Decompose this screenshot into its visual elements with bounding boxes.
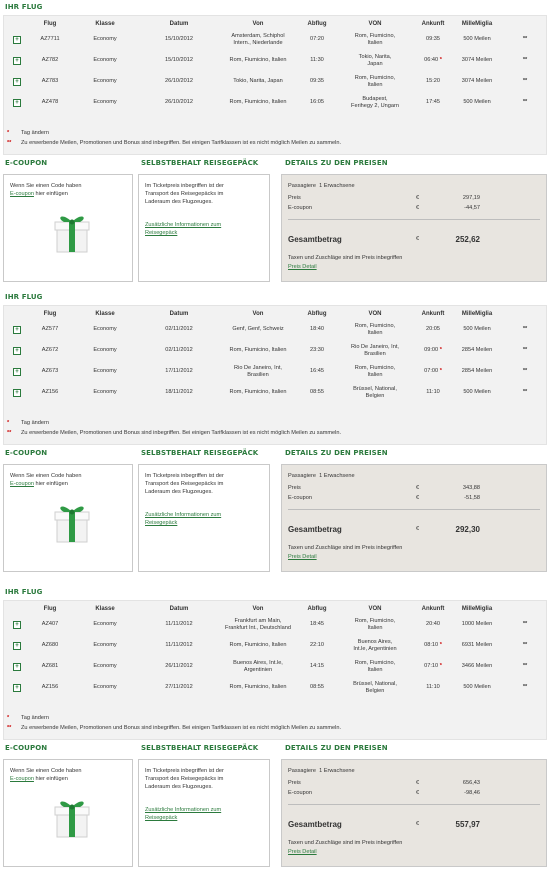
departure-time: 11:30 bbox=[310, 57, 324, 63]
column-header: Von bbox=[252, 21, 264, 27]
flight-table bbox=[4, 309, 548, 403]
miles: 500 Meilen bbox=[463, 99, 491, 105]
date: 02/11/2012 bbox=[165, 326, 193, 332]
coupon-panel bbox=[3, 174, 133, 282]
miles-note-marker: ** bbox=[522, 642, 528, 648]
day-change-marker: * bbox=[439, 347, 442, 353]
ecoupon-label: E-coupon bbox=[288, 205, 312, 211]
coupon-text: Wenn Sie einen Code haben E-coupon hier einfügen bbox=[10, 473, 82, 487]
arrival-time: 11:10 bbox=[426, 684, 440, 690]
note-day-change: * Tag ändern bbox=[7, 130, 49, 136]
flight-number: AZ673 bbox=[41, 368, 59, 374]
tax-note: Taxen und Zuschläge sind im Preis inbegriffen bbox=[288, 840, 403, 846]
column-header: VON bbox=[368, 21, 382, 27]
flight-section-title: IHR FLUG bbox=[5, 588, 43, 596]
origin: Buenos Aires, Int.le, Argentinien bbox=[233, 659, 283, 673]
arrival-time: 20:40 bbox=[426, 621, 440, 627]
destination: Rom, Fiumicino, Italien bbox=[354, 364, 396, 378]
date: 15/10/2012 bbox=[165, 36, 193, 42]
price-detail-link[interactable]: Preis Detail bbox=[288, 554, 317, 560]
miles-note-marker: ** bbox=[522, 684, 528, 690]
price-label: Preis bbox=[288, 485, 301, 491]
class: Economy bbox=[93, 368, 117, 374]
note-miles: ** Zu erwerbende Meilen, Promotionen und Bonus sind inbegriffen. Bei einigen Tarifklassen ist es nicht möglich Meilen zu sammeln. bbox=[7, 725, 342, 731]
departure-time: 23:30 bbox=[310, 347, 324, 353]
currency-symbol: € bbox=[416, 205, 420, 211]
divider bbox=[288, 219, 540, 220]
column-header: VON bbox=[368, 311, 382, 317]
col-spacer bbox=[502, 19, 548, 29]
baggage-info-link[interactable]: Zusätzliche Informationen zum Reisegepäck bbox=[145, 807, 222, 821]
ecoupon-value: -44,57 bbox=[464, 205, 480, 211]
ecoupon-value: -51,58 bbox=[464, 495, 480, 501]
table-row bbox=[4, 29, 548, 50]
price-value: 297,19 bbox=[462, 195, 480, 201]
miles-note-marker: ** bbox=[522, 389, 528, 395]
baggage-panel bbox=[138, 759, 270, 867]
class: Economy bbox=[93, 621, 117, 627]
flight-number: AZ782 bbox=[41, 57, 59, 63]
baggage-info-link[interactable]: Zusätzliche Informationen zum Reisegepäck bbox=[145, 512, 222, 526]
column-header: Ankunft bbox=[421, 311, 445, 317]
date: 26/11/2012 bbox=[165, 663, 193, 669]
miles-note-marker: ** bbox=[522, 663, 528, 669]
column-header: VON bbox=[368, 606, 382, 612]
flight-number: AZ407 bbox=[41, 621, 59, 627]
origin: Rom, Fiumicino, Italien bbox=[229, 389, 287, 395]
day-change-marker: * bbox=[439, 57, 442, 63]
class: Economy bbox=[93, 57, 117, 63]
destination: Buenos Aires, Int.le, Argentinien bbox=[353, 638, 397, 652]
price-section-title: DETAILS ZU DEN PREISEN bbox=[285, 744, 388, 752]
column-header: Ankunft bbox=[421, 21, 445, 27]
note-miles: ** Zu erwerbende Meilen, Promotionen und Bonus sind inbegriffen. Bei einigen Tarifklassen ist es nicht möglich Meilen zu sammeln. bbox=[7, 430, 342, 436]
gift-box-icon bbox=[52, 208, 92, 254]
day-change-marker: * bbox=[439, 642, 442, 648]
table-row bbox=[4, 361, 548, 382]
col-spacer bbox=[4, 604, 30, 614]
price-panel bbox=[281, 759, 547, 867]
miles-note-marker: ** bbox=[522, 368, 528, 374]
departure-time: 18:45 bbox=[310, 621, 324, 627]
miles-note-marker: ** bbox=[522, 57, 528, 63]
expand-plus-icon[interactable]: + bbox=[13, 642, 21, 650]
date: 02/11/2012 bbox=[165, 347, 193, 353]
note-day-change: * Tag ändern bbox=[7, 715, 49, 721]
column-header: Datum bbox=[169, 21, 189, 27]
origin: Genf, Genf, Schweiz bbox=[232, 326, 284, 332]
arrival-time: 15:20 bbox=[426, 78, 440, 84]
arrival-time: 08:10 * bbox=[424, 642, 442, 648]
expand-plus-icon[interactable]: + bbox=[13, 347, 21, 355]
baggage-section-title: SELBSTBEHALT REISEGEPÄCK bbox=[141, 744, 259, 752]
flight-number: AZ680 bbox=[41, 642, 59, 648]
miles: 2854 Meilen bbox=[461, 368, 493, 374]
origin: Rio De Janeiro, Int, Brasilien bbox=[234, 364, 282, 378]
date: 11/11/2012 bbox=[165, 621, 193, 627]
departure-time: 08:55 bbox=[310, 389, 324, 395]
expand-plus-icon[interactable]: + bbox=[13, 36, 21, 44]
arrival-time: 17:45 bbox=[426, 99, 440, 105]
ecoupon-link[interactable]: E-coupon bbox=[10, 776, 34, 782]
date: 17/11/2012 bbox=[165, 368, 193, 374]
expand-plus-icon[interactable]: + bbox=[13, 326, 21, 334]
departure-time: 16:45 bbox=[310, 368, 324, 374]
destination: Rom, Fiumicino, Italien bbox=[354, 322, 396, 336]
destination: Tokio, Narita, Japan bbox=[358, 53, 392, 67]
total-label: Gesamtbetrag bbox=[288, 235, 342, 244]
departure-time: 09:35 bbox=[310, 78, 324, 84]
price-value: 343,88 bbox=[462, 485, 480, 491]
col-spacer bbox=[502, 309, 548, 319]
coupon-panel bbox=[3, 464, 133, 572]
miles: 1000 Meilen bbox=[461, 621, 493, 627]
column-header: Flug bbox=[43, 606, 57, 612]
legend-notes bbox=[7, 713, 341, 733]
note-miles: ** Zu erwerbende Meilen, Promotionen und Bonus sind inbegriffen. Bei einigen Tarifklassen ist es nicht möglich Meilen zu sammeln. bbox=[7, 140, 342, 146]
expand-plus-icon[interactable]: + bbox=[13, 684, 21, 692]
miles-note-marker: ** bbox=[522, 326, 528, 332]
miles: 6931 Meilen bbox=[461, 642, 493, 648]
class: Economy bbox=[93, 326, 117, 332]
column-header: Datum bbox=[169, 311, 189, 317]
class: Economy bbox=[93, 389, 117, 395]
legend-notes bbox=[7, 418, 341, 438]
currency-symbol: € bbox=[416, 236, 420, 242]
class: Economy bbox=[93, 347, 117, 353]
price-value: 656,43 bbox=[462, 780, 480, 786]
tax-note: Taxen und Zuschläge sind im Preis inbegriffen bbox=[288, 255, 403, 261]
baggage-text: Im Ticketpreis inbegriffen ist der Transport des Reisegepäcks im Laderaum des Flugzeuges. bbox=[145, 183, 224, 205]
baggage-section-title: SELBSTBEHALT REISEGEPÄCK bbox=[141, 449, 259, 457]
arrival-time: 09:35 bbox=[426, 36, 440, 42]
expand-plus-icon[interactable]: + bbox=[13, 663, 21, 671]
flight-table-panel bbox=[3, 305, 547, 445]
day-change-marker: * bbox=[439, 663, 442, 669]
flight-number: AZ681 bbox=[41, 663, 59, 669]
table-row bbox=[4, 71, 548, 92]
miles: 500 Meilen bbox=[463, 684, 491, 690]
column-header: Ankunft bbox=[421, 606, 445, 612]
total-label: Gesamtbetrag bbox=[288, 820, 342, 829]
currency-symbol: € bbox=[416, 526, 420, 532]
ecoupon-link[interactable]: E-coupon bbox=[10, 191, 34, 197]
expand-plus-icon[interactable]: + bbox=[13, 368, 21, 376]
departure-time: 22:10 bbox=[310, 642, 324, 648]
column-header: Abflug bbox=[307, 21, 327, 27]
miles: 500 Meilen bbox=[463, 36, 491, 42]
col-spacer bbox=[502, 604, 548, 614]
currency-symbol: € bbox=[416, 195, 420, 201]
class: Economy bbox=[93, 78, 117, 84]
total-value: 292,30 bbox=[455, 525, 480, 534]
price-detail-link[interactable]: Preis Detail bbox=[288, 264, 317, 270]
column-header: MilleMiglia bbox=[461, 21, 493, 27]
col-spacer bbox=[4, 309, 30, 319]
price-section-title: DETAILS ZU DEN PREISEN bbox=[285, 449, 388, 457]
miles: 3466 Meilen bbox=[461, 663, 493, 669]
total-value: 557,97 bbox=[455, 820, 480, 829]
class: Economy bbox=[93, 663, 117, 669]
flight-number: AZ783 bbox=[41, 78, 59, 84]
ecoupon-label: E-coupon bbox=[288, 790, 312, 796]
col-spacer bbox=[4, 19, 30, 29]
origin: Rom, Fiumicino, Italien bbox=[229, 642, 287, 648]
miles: 3074 Meilen bbox=[461, 78, 493, 84]
column-header: Klasse bbox=[95, 21, 115, 27]
date: 11/11/2012 bbox=[165, 642, 193, 648]
miles-note-marker: ** bbox=[522, 78, 528, 84]
arrival-time: 11:10 bbox=[426, 389, 440, 395]
divider bbox=[288, 509, 540, 510]
currency-symbol: € bbox=[416, 790, 420, 796]
departure-time: 08:55 bbox=[310, 684, 324, 690]
column-header: MilleMiglia bbox=[461, 606, 493, 612]
table-row bbox=[4, 677, 548, 698]
ecoupon-link[interactable]: E-coupon bbox=[10, 481, 34, 487]
coupon-text: Wenn Sie einen Code haben E-coupon hier einfügen bbox=[10, 768, 82, 782]
arrival-time: 09:00 * bbox=[424, 347, 442, 353]
destination: Rom, Fiumicino, Italien bbox=[354, 659, 396, 673]
origin: Rom, Fiumicino, Italien bbox=[229, 684, 287, 690]
coupon-section-title: E-COUPON bbox=[5, 744, 48, 752]
table-row bbox=[4, 340, 548, 361]
ecoupon-value: -98,46 bbox=[464, 790, 480, 796]
miles-note-marker: ** bbox=[522, 99, 528, 105]
price-detail-link[interactable]: Preis Detail bbox=[288, 849, 317, 855]
date: 27/11/2012 bbox=[165, 684, 193, 690]
legend-notes bbox=[7, 128, 341, 148]
table-row bbox=[4, 92, 548, 113]
destination: Brüssel, National, Belgien bbox=[353, 680, 397, 694]
date: 26/10/2012 bbox=[165, 78, 193, 84]
price-label: Preis bbox=[288, 780, 301, 786]
arrival-time: 20:05 bbox=[426, 326, 440, 332]
miles: 500 Meilen bbox=[463, 326, 491, 332]
arrival-time: 07:10 * bbox=[424, 663, 442, 669]
currency-symbol: € bbox=[416, 821, 420, 827]
arrival-time: 06:40 * bbox=[424, 57, 442, 63]
price-section-title: DETAILS ZU DEN PREISEN bbox=[285, 159, 388, 167]
table-row bbox=[4, 656, 548, 677]
table-row bbox=[4, 50, 548, 71]
miles: 2854 Meilen bbox=[461, 347, 493, 353]
flight-number: AZ156 bbox=[41, 684, 59, 690]
price-label: Preis bbox=[288, 195, 301, 201]
date: 15/10/2012 bbox=[165, 57, 193, 63]
ecoupon-label: E-coupon bbox=[288, 495, 312, 501]
coupon-section-title: E-COUPON bbox=[5, 449, 48, 457]
destination: Brüssel, National, Belgien bbox=[353, 385, 397, 399]
column-header: Von bbox=[252, 311, 264, 317]
class: Economy bbox=[93, 642, 117, 648]
table-row bbox=[4, 382, 548, 403]
miles-note-marker: ** bbox=[522, 621, 528, 627]
flight-table-panel bbox=[3, 600, 547, 740]
origin: Rom, Fiumicino, Italien bbox=[229, 347, 287, 353]
currency-symbol: € bbox=[416, 495, 420, 501]
baggage-panel bbox=[138, 174, 270, 282]
class: Economy bbox=[93, 684, 117, 690]
expand-plus-icon[interactable]: + bbox=[13, 99, 21, 107]
destination: Budapest, Ferihegy 2, Ungarn bbox=[351, 95, 399, 109]
destination: Rom, Fiumicino, Italien bbox=[354, 32, 396, 46]
flight-table bbox=[4, 19, 548, 113]
gift-box-icon bbox=[52, 498, 92, 544]
baggage-section-title: SELBSTBEHALT REISEGEPÄCK bbox=[141, 159, 259, 167]
passengers-row: Passagiere 1 Erwachsene bbox=[288, 768, 355, 774]
miles: 500 Meilen bbox=[463, 389, 491, 395]
expand-plus-icon[interactable]: + bbox=[13, 78, 21, 86]
miles-note-marker: ** bbox=[522, 347, 528, 353]
expand-plus-icon[interactable]: + bbox=[13, 621, 21, 629]
coupon-panel bbox=[3, 759, 133, 867]
flight-section-title: IHR FLUG bbox=[5, 3, 43, 11]
destination: Rom, Fiumicino, Italien bbox=[354, 74, 396, 88]
departure-time: 07:20 bbox=[310, 36, 324, 42]
gift-box-icon bbox=[52, 793, 92, 839]
destination: Rom, Fiumicino, Italien bbox=[354, 617, 396, 631]
passengers-row: Passagiere 1 Erwachsene bbox=[288, 183, 355, 189]
miles-note-marker: ** bbox=[522, 36, 528, 42]
table-row bbox=[4, 319, 548, 340]
price-panel bbox=[281, 464, 547, 572]
departure-time: 14:15 bbox=[310, 663, 324, 669]
departure-time: 16:05 bbox=[310, 99, 324, 105]
flight-number: AZ156 bbox=[41, 389, 59, 395]
expand-plus-icon[interactable]: + bbox=[13, 389, 21, 397]
table-row bbox=[4, 635, 548, 656]
column-header: Datum bbox=[169, 606, 189, 612]
column-header: Von bbox=[252, 606, 264, 612]
baggage-text: Im Ticketpreis inbegriffen ist der Transport des Reisegepäcks im Laderaum des Flugzeuges. bbox=[145, 473, 224, 495]
departure-time: 18:40 bbox=[310, 326, 324, 332]
origin: Amsterdam, Schiphol Intern., Niederlande bbox=[231, 32, 285, 46]
column-header: Klasse bbox=[95, 311, 115, 317]
flight-section-title: IHR FLUG bbox=[5, 293, 43, 301]
total-value: 252,62 bbox=[455, 235, 480, 244]
baggage-info-link[interactable]: Zusätzliche Informationen zum Reisegepäck bbox=[145, 222, 222, 236]
divider bbox=[288, 804, 540, 805]
column-header: Flug bbox=[43, 311, 57, 317]
origin: Rom, Fiumicino, Italien bbox=[229, 99, 287, 105]
total-label: Gesamtbetrag bbox=[288, 525, 342, 534]
flight-table bbox=[4, 604, 548, 698]
date: 18/11/2012 bbox=[165, 389, 193, 395]
column-header: Abflug bbox=[307, 606, 327, 612]
origin: Tokio, Narita, Japan bbox=[233, 78, 283, 84]
price-panel bbox=[281, 174, 547, 282]
currency-symbol: € bbox=[416, 485, 420, 491]
table-row bbox=[4, 614, 548, 635]
tax-note: Taxen und Zuschläge sind im Preis inbegriffen bbox=[288, 545, 403, 551]
arrival-time: 07:00 * bbox=[424, 368, 442, 374]
flight-number: AZ672 bbox=[41, 347, 59, 353]
baggage-panel bbox=[138, 464, 270, 572]
class: Economy bbox=[93, 99, 117, 105]
column-header: MilleMiglia bbox=[461, 311, 493, 317]
destination: Rio De Janeiro, Int, Brasilien bbox=[351, 343, 399, 357]
coupon-text: Wenn Sie einen Code haben E-coupon hier einfügen bbox=[10, 183, 82, 197]
origin: Rom, Fiumicino, Italien bbox=[229, 57, 287, 63]
flight-table-panel bbox=[3, 15, 547, 155]
currency-symbol: € bbox=[416, 780, 420, 786]
flight-number: AZ478 bbox=[41, 99, 59, 105]
day-change-marker: * bbox=[439, 368, 442, 374]
miles: 3074 Meilen bbox=[461, 57, 493, 63]
column-header: Abflug bbox=[307, 311, 327, 317]
expand-plus-icon[interactable]: + bbox=[13, 57, 21, 65]
column-header: Klasse bbox=[95, 606, 115, 612]
passengers-row: Passagiere 1 Erwachsene bbox=[288, 473, 355, 479]
flight-number: AZ577 bbox=[41, 326, 59, 332]
baggage-text: Im Ticketpreis inbegriffen ist der Transport des Reisegepäcks im Laderaum des Flugzeuges. bbox=[145, 768, 224, 790]
coupon-section-title: E-COUPON bbox=[5, 159, 48, 167]
date: 26/10/2012 bbox=[165, 99, 193, 105]
origin: Frankfurt am Main, Frankfurt Int., Deutschland bbox=[225, 617, 291, 631]
class: Economy bbox=[93, 36, 117, 42]
flight-number: AZ7711 bbox=[40, 36, 60, 42]
column-header: Flug bbox=[43, 21, 57, 27]
note-day-change: * Tag ändern bbox=[7, 420, 49, 426]
